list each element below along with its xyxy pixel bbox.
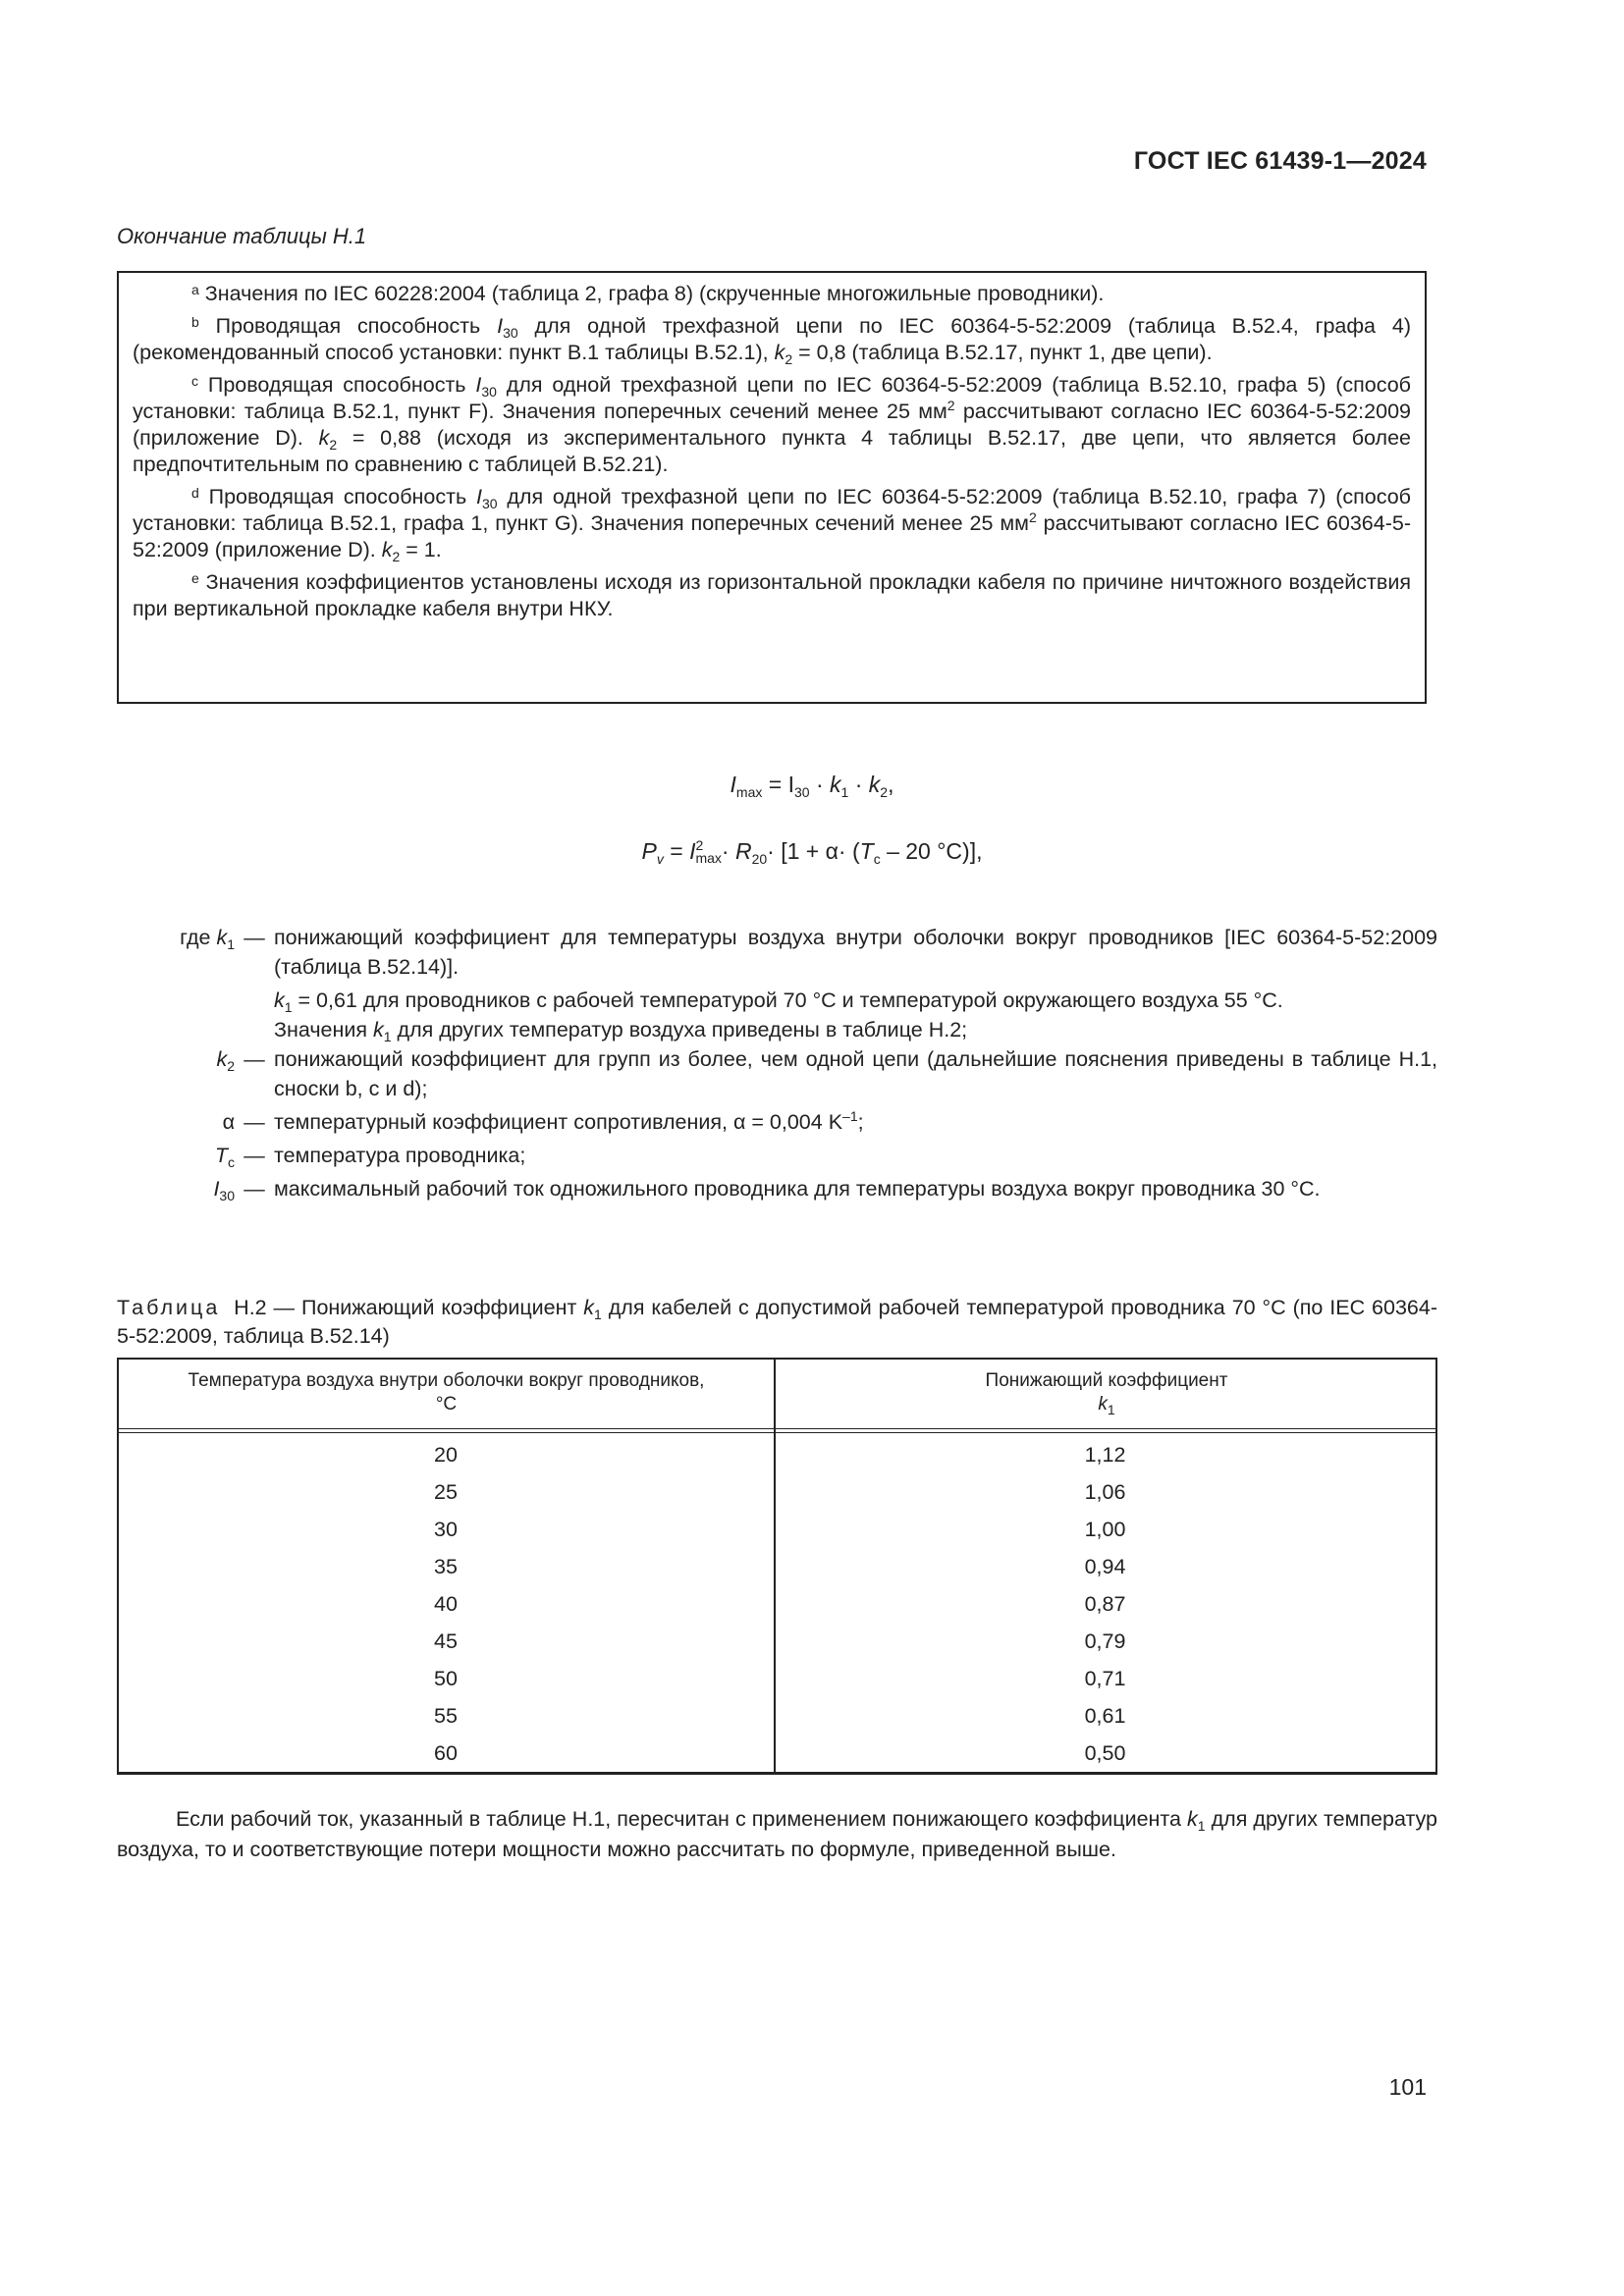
subscript: c (228, 1154, 235, 1170)
subscript: 2 (880, 784, 889, 800)
symbol: k (216, 926, 228, 949)
table-label: Таблица (117, 1296, 221, 1319)
definition-symbol (117, 1044, 235, 1103)
header-text: Понижающий коэффициент (985, 1370, 1228, 1391)
footnote-text: = 1. (400, 538, 442, 561)
footnote-text: Значения коэффициентов установлены исходя из горизонтальной прокладки кабеля по причине ничтожного воздействия при вертикальной прокладке кабеля внутри НКУ. (133, 570, 1411, 620)
definition-symbol (117, 1174, 235, 1203)
symbol: k (774, 341, 785, 364)
caption-text: для кабелей с допустимой рабочей температурой проводника 70 °C (по IEC 60364-5-52:2009, таблица B.52.14) (117, 1296, 1437, 1348)
symbol: I (689, 838, 696, 864)
cell-temperature: 20 (434, 1442, 458, 1467)
symbol: R (734, 838, 752, 864)
footnote-text: для одной трехфазной цепи по IEC 60364-5-52:2009 (таблица B.52.10, графа 5) (способ установки: таблица B.52.1, пункт F). Значения поперечных сечений менее 25 мм (133, 373, 1411, 423)
definition-text: максимальный рабочий ток одножильного проводника для температуры воздуха вокруг проводника 30 °C. (274, 1177, 1321, 1201)
footnote-text: Проводящая способность (208, 485, 476, 508)
cell-coefficient: 0,79 (1084, 1629, 1126, 1653)
table-row (119, 1697, 1435, 1735)
table-row (119, 1548, 1435, 1585)
table-row (119, 1660, 1435, 1697)
subscript: 1 (227, 936, 235, 952)
symbol: k (830, 772, 841, 797)
definition-tc (117, 1141, 1437, 1170)
subscript: v (656, 851, 664, 867)
symbol: k (216, 1047, 228, 1071)
cell-temperature: 40 (434, 1591, 458, 1616)
cell-temperature: 35 (434, 1554, 458, 1578)
table-row (119, 1436, 1435, 1473)
superscript: 2 (947, 398, 955, 413)
symbol: I (497, 314, 504, 338)
superscript: –1 (842, 1108, 858, 1124)
definition-symbol (117, 923, 235, 982)
cell-temperature: 30 (434, 1517, 458, 1541)
table-row (119, 1585, 1435, 1623)
subscript: 30 (503, 325, 518, 341)
header-unit: °C (435, 1394, 458, 1415)
cell-coefficient: 0,61 (1084, 1703, 1126, 1728)
subscript: 1 (284, 999, 293, 1015)
definition-i30 (117, 1174, 1437, 1203)
definition-text: понижающий коэффициент для групп из более, чем одной цепи (дальнейшие пояснения приведены в таблице Н.1, сноски b, c и d); (274, 1047, 1437, 1100)
formula-text: · (809, 772, 831, 797)
subscript: 2 (785, 351, 793, 367)
symbol: k (1187, 1807, 1198, 1831)
table-caption (117, 1294, 1437, 1351)
formula-text: , (888, 772, 894, 797)
subscript: 2 (227, 1058, 235, 1074)
table-row (119, 1473, 1435, 1511)
table-continuation-caption: Окончание таблицы Н.1 (117, 224, 367, 248)
subscript: 1 (1107, 1402, 1115, 1417)
header-double-rule (119, 1432, 1435, 1433)
cell-coefficient: 0,50 (1084, 1740, 1126, 1765)
symbol: k (274, 988, 285, 1012)
dash: — (244, 1047, 265, 1071)
dash: — (244, 926, 265, 949)
subscript: 30 (481, 384, 497, 400)
footnotes-box (117, 271, 1427, 704)
footnote-text: = 0,8 (таблица B.52.17, пункт 1, две цепи). (792, 341, 1213, 364)
cell-temperature: 60 (434, 1740, 458, 1765)
cell-coefficient: 1,06 (1084, 1479, 1126, 1504)
cell-temperature: 45 (434, 1629, 458, 1653)
footnote-a (133, 281, 1411, 307)
definition-k1 (117, 923, 1437, 982)
cell-coefficient: 1,12 (1084, 1442, 1126, 1467)
definition-k1-reference (274, 1015, 1437, 1044)
formula-text: – 20 °C)], (880, 838, 983, 864)
symbol: k (868, 772, 881, 797)
cell-coefficient: 1,00 (1084, 1517, 1126, 1541)
subscript: 30 (219, 1188, 235, 1203)
footnote-text: для одной трехфазной цепи по IEC 60364-5-52:2009 (таблица B.52.10, графа 7) (способ установки: таблица B.52.1, графа 1, пункт G). Значения поперечных сечений менее 25 мм (133, 485, 1411, 535)
subscript: c (873, 851, 881, 867)
table-row (119, 1623, 1435, 1660)
document-header-id: ГОСТ IEC 61439-1—2024 (1133, 147, 1427, 175)
cell-temperature: 25 (434, 1479, 458, 1504)
cell-temperature: 55 (434, 1703, 458, 1728)
where-label: где (180, 926, 217, 949)
definition-text: Значения (274, 1018, 374, 1041)
column-header-coefficient (776, 1369, 1437, 1416)
formula-text: = (663, 838, 690, 864)
subscript: 30 (481, 496, 498, 511)
footnote-text: Проводящая способность (207, 373, 476, 397)
symbol: k (1098, 1394, 1108, 1415)
symbol: T (214, 1144, 228, 1167)
definition-text: ; (857, 1110, 864, 1134)
subscript: max (735, 784, 763, 800)
closing-paragraph (117, 1804, 1437, 1865)
superscript: 2 (1028, 509, 1037, 525)
caption-text: Н.2 — Понижающий коэффициент (220, 1296, 584, 1319)
footnote-mark: c (191, 373, 198, 389)
symbol: k (583, 1296, 595, 1319)
symbol: I (730, 772, 736, 797)
superscript: 2 (695, 837, 704, 853)
definition-k1-value (274, 986, 1437, 1015)
definition-text: понижающий коэффициент для температуры воздуха внутри оболочки вокруг проводников [IEC 60364-5-52:2009 (таблица B.52.14)]. (274, 926, 1437, 979)
cell-coefficient: 0,87 (1084, 1591, 1126, 1616)
definition-symbol: α (222, 1110, 235, 1134)
formula-text: = I (762, 772, 794, 797)
subscript: 20 (751, 851, 768, 867)
formula-text: · (721, 838, 735, 864)
symbol: I (475, 373, 482, 397)
footnote-text: Проводящая способность (215, 314, 498, 338)
definition-k2 (117, 1044, 1437, 1103)
definition-alpha (117, 1107, 1437, 1137)
symbol: k (318, 426, 330, 450)
dash: — (244, 1177, 265, 1201)
table-body (119, 1436, 1435, 1772)
subscript: 1 (840, 784, 849, 800)
footnote-text: = 0,88 (исходя из экспериментального пункта 4 таблицы B.52.17, две цепи, что является более предпочтительным по сравнению с таблицей B.52.21). (133, 426, 1411, 476)
formula-imax (0, 772, 1624, 798)
symbol: T (859, 838, 874, 864)
paragraph-text: для других температур воздуха, то и соответствующие потери мощности можно рассчитать по формуле, приведенной выше. (117, 1807, 1437, 1861)
table-row (119, 1511, 1435, 1548)
subscript: max (695, 850, 722, 866)
formula-text: · (848, 772, 869, 797)
symbol: I (213, 1177, 220, 1201)
footnote-mark: e (191, 570, 199, 586)
symbol-definitions (117, 923, 1437, 1203)
page-number: 101 (1388, 2074, 1427, 2100)
definition-text: для других температур воздуха приведены в таблице Н.2; (391, 1018, 968, 1041)
footnote-text: Значения по IEC 60228:2004 (таблица 2, графа 8) (скрученные многожильные проводники). (204, 282, 1105, 305)
dash: — (244, 1144, 265, 1167)
cell-coefficient: 0,94 (1084, 1554, 1126, 1578)
definition-symbol (117, 1141, 235, 1170)
footnote-mark: a (191, 282, 199, 297)
formula-text: · [1 + α· ( (767, 838, 860, 864)
column-header-temperature (119, 1369, 774, 1416)
k1-table (117, 1358, 1437, 1775)
symbol: k (373, 1018, 384, 1041)
cell-coefficient: 0,71 (1084, 1666, 1126, 1690)
footnote-text: для одной трехфазной цепи по IEC 60364-5-52:2009 (таблица B.52.4, графа 4) (рекомендованный способ установки: пункт B.1 таблицы B.52.1), (133, 314, 1411, 364)
dash: — (244, 1110, 265, 1134)
footnote-text: рассчитывают согласно IEC 60364-5-52:2009 (приложение D). (133, 400, 1411, 450)
symbol: I (475, 485, 482, 508)
subscript: 1 (594, 1307, 602, 1322)
definition-text: температурный коэффициент сопротивления, α = 0,004 K (274, 1110, 843, 1134)
footnote-b (133, 313, 1411, 366)
definition-text: температура проводника; (274, 1144, 526, 1167)
definition-text: = 0,61 для проводников с рабочей температурой 70 °C и температурой окружающего воздуха 55 °C. (292, 988, 1283, 1012)
table-header (119, 1360, 1435, 1429)
footnote-mark: b (191, 314, 199, 330)
subscript: 2 (329, 437, 338, 453)
subscript: 30 (793, 784, 810, 800)
subscript: 1 (383, 1029, 392, 1044)
footnote-c (133, 372, 1411, 478)
formula-pv (0, 838, 1624, 865)
symbol: P (641, 838, 657, 864)
footnote-e (133, 569, 1411, 622)
symbol: k (381, 538, 393, 561)
footnote-d (133, 484, 1411, 563)
header-text: Температура воздуха внутри оболочки вокруг проводников, (188, 1370, 705, 1391)
subscript: 1 (1197, 1818, 1206, 1834)
definition-text (274, 1107, 1437, 1137)
cell-temperature: 50 (434, 1666, 458, 1690)
table-row (119, 1735, 1435, 1772)
footnote-text: рассчитывают согласно IEC 60364-5-52:2009 (приложение D). (133, 511, 1411, 561)
footnote-mark: d (191, 485, 199, 501)
subscript: 2 (392, 549, 401, 564)
paragraph-text: Если рабочий ток, указанный в таблице Н.1, пересчитан с применением понижающего коэффициента (176, 1807, 1188, 1831)
